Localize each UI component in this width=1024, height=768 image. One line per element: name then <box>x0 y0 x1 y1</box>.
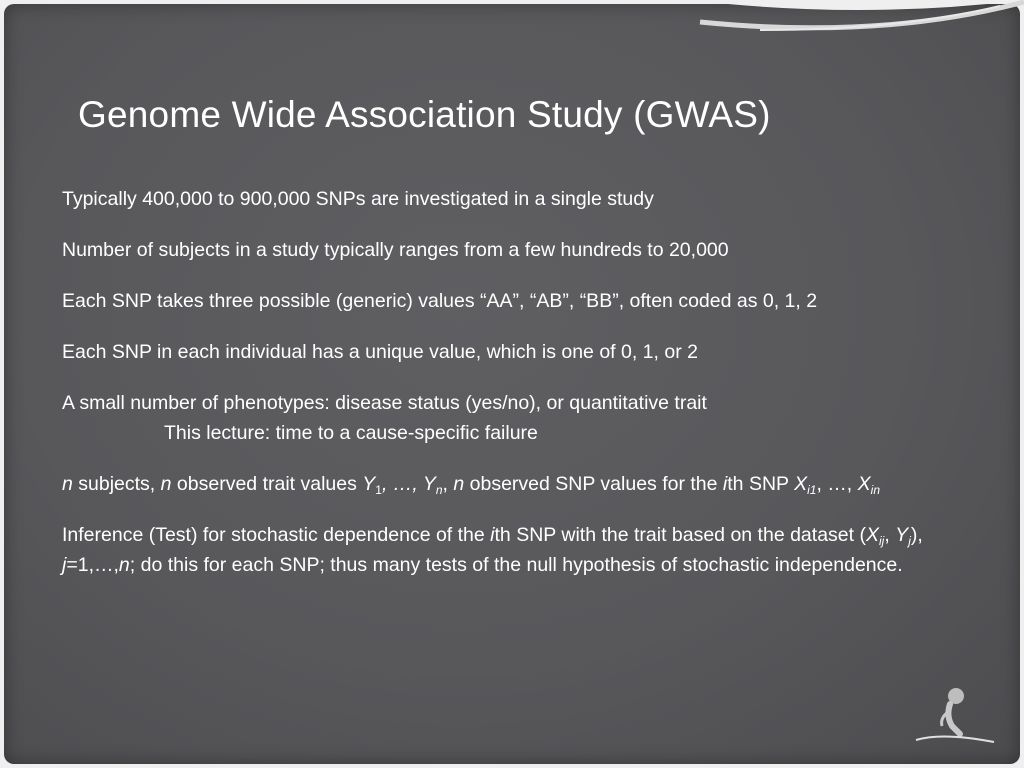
bullet-subject-count: Number of subjects in a study typically ranges from a few hundreds to 20,000 <box>62 239 729 261</box>
child-logo-icon <box>912 682 998 744</box>
bullet-snp-count: Typically 400,000 to 900,000 SNPs are investigated in a single study <box>62 188 654 210</box>
bullet-phenotypes: A small number of phenotypes: disease status (yes/no), or quantitative trait <box>62 392 707 414</box>
slide-title: Genome Wide Association Study (GWAS) <box>78 94 771 135</box>
bullet-notation: n subjects, n observed trait values $Y_1$, …, $Y_n$, n observed SNP values for the ith SNP $X_{i1}$, …, $X_{in}$ <box>62 473 880 497</box>
decorative-swoosh <box>0 0 1024 90</box>
bullet-unique-value: Each SNP in each individual has a unique value, which is one of 0, 1, or 2 <box>62 341 698 363</box>
bullet-snp-values: Each SNP takes three possible (generic) values “AA”, “AB”, “BB”, often coded as 0, 1, 2 <box>62 290 818 312</box>
sub-bullet-lecture: This lecture: time to a cause-specific failure <box>164 422 538 444</box>
slide-body <box>62 184 962 601</box>
bullet-inference: Inference (Test) for stochastic dependence of the ith SNP with the trait based on the dataset ($X_{ij}$, $Y_j$), j=1,…,n; do this for each SNP; thus many tests of the null hypothesis of stochastic independence. <box>62 524 923 576</box>
